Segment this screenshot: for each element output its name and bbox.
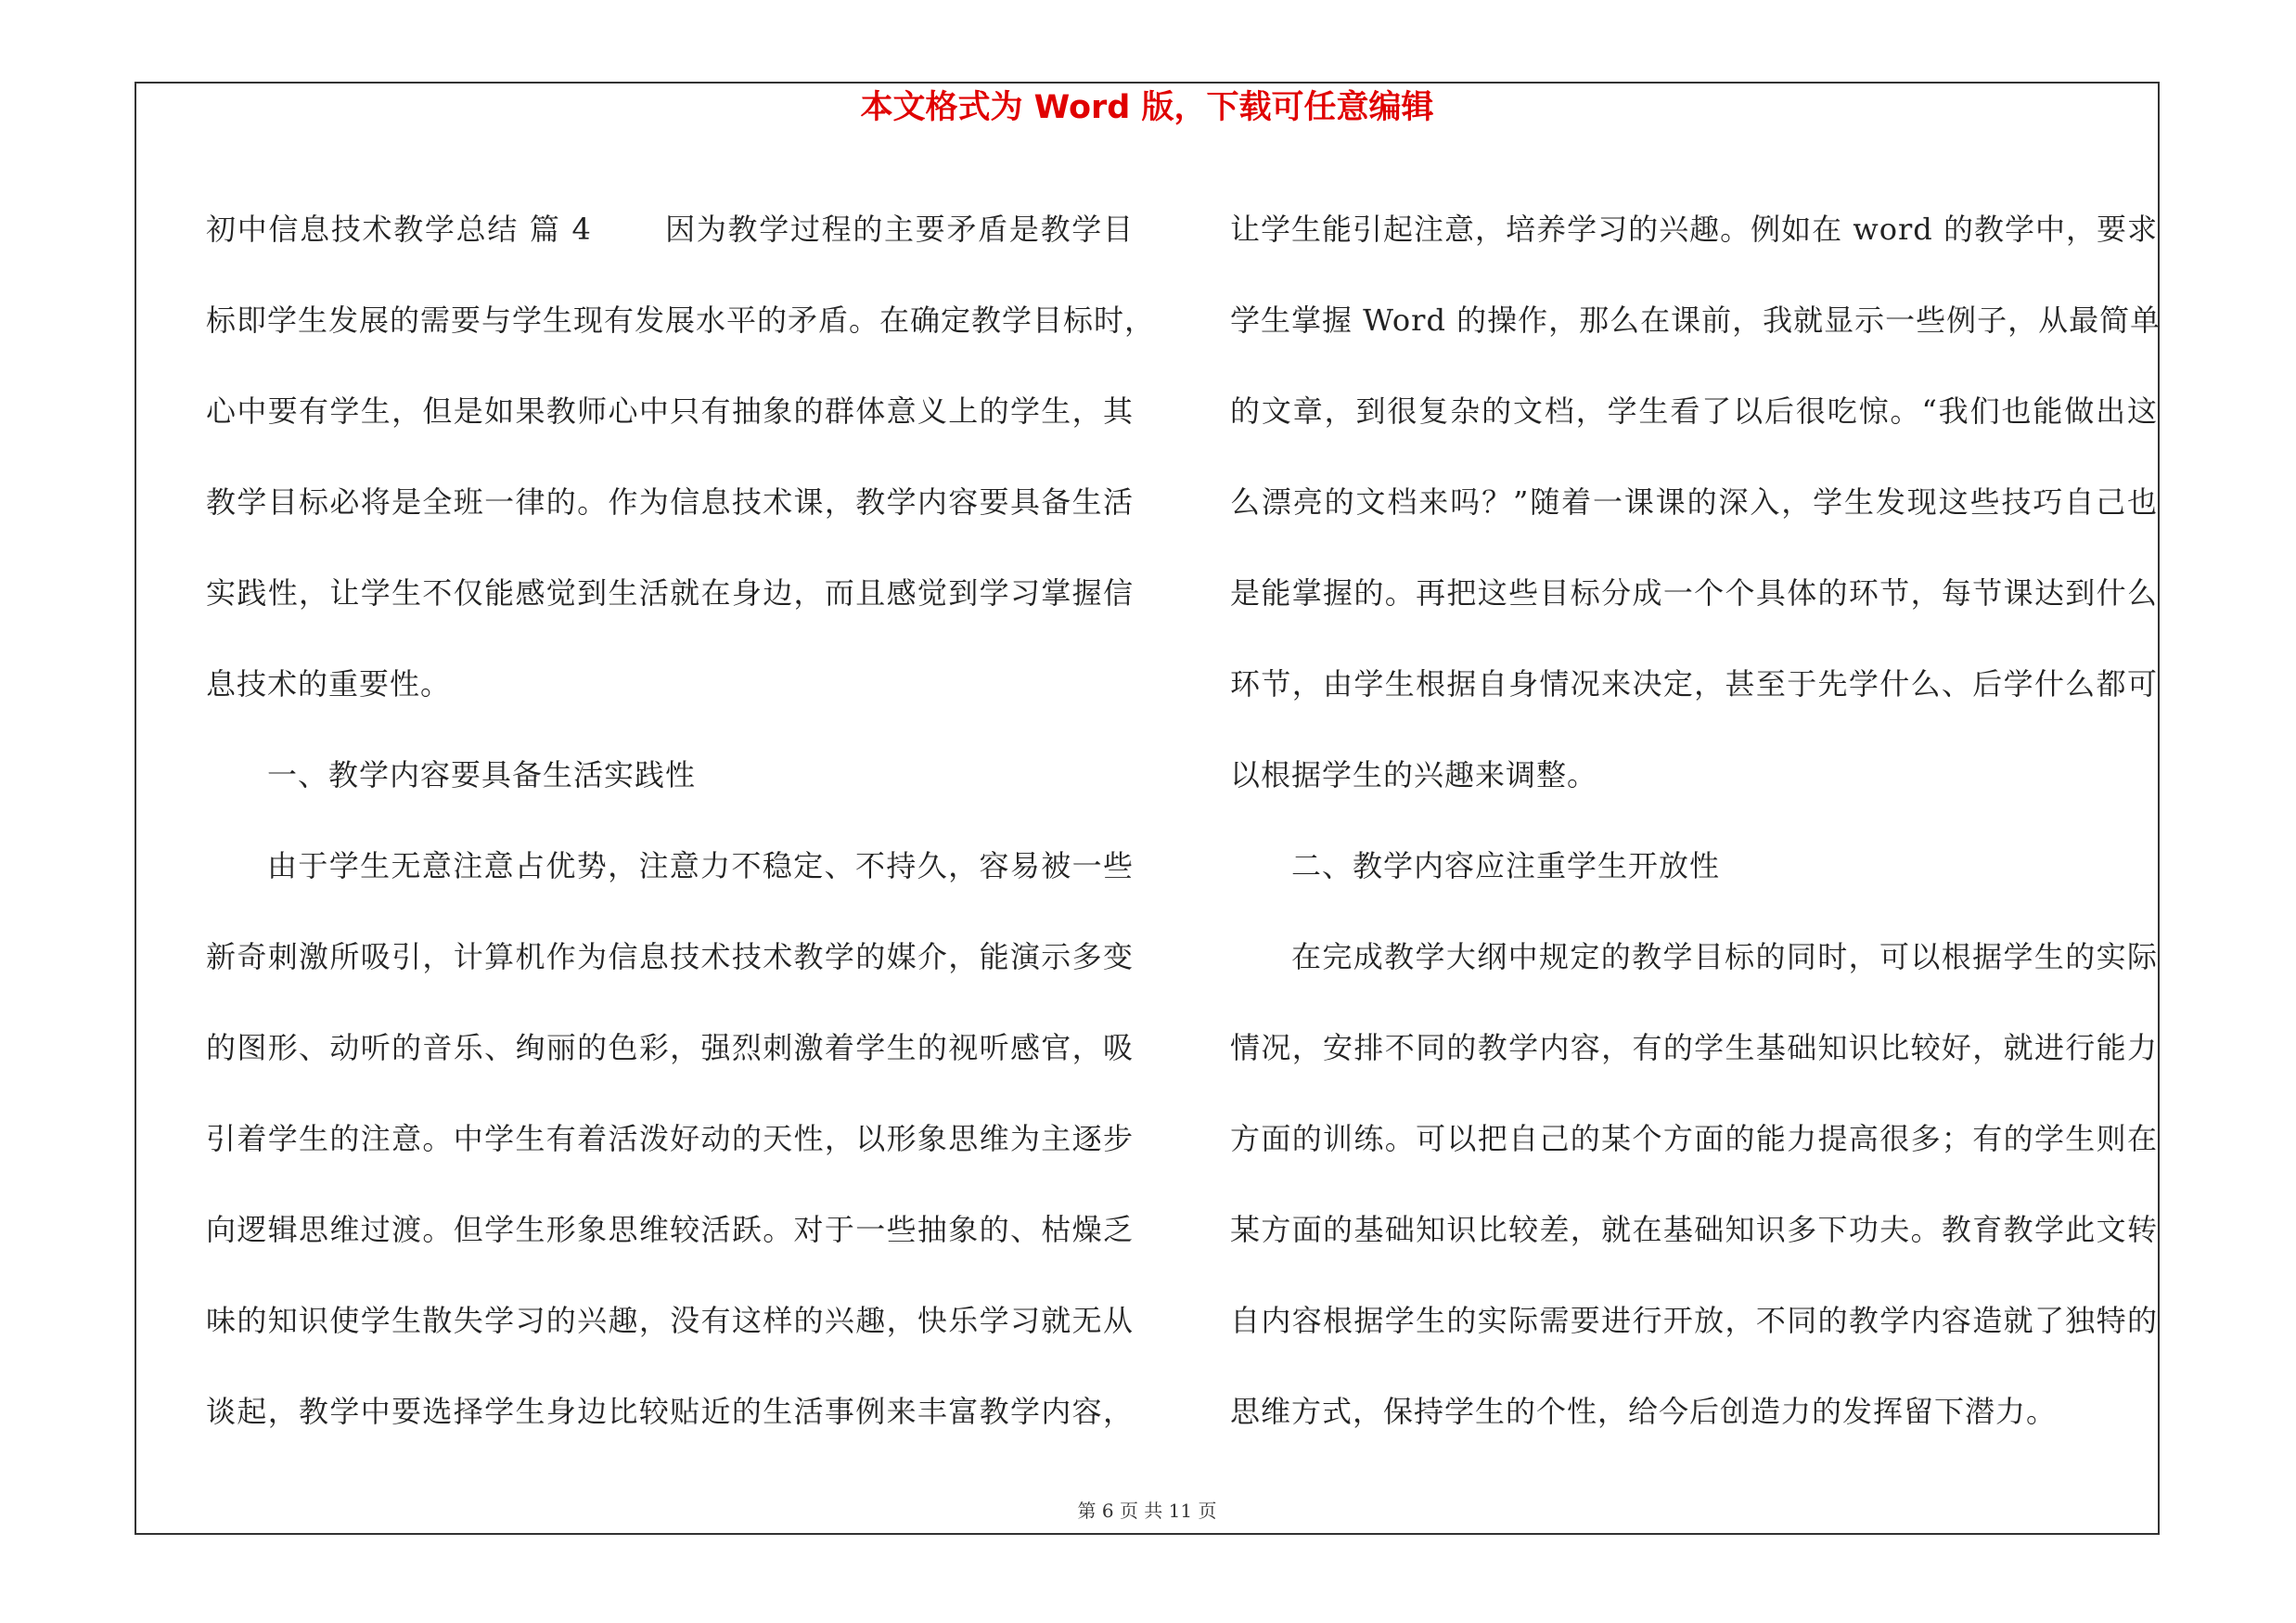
text-line: 情况，安排不同的教学内容，有的学生基础知识比较好，就进行能力 [1230,1030,2158,1065]
text-line: 向逻辑思维过渡。但学生形象思维较活跃。对于一些抽象的、枯燥乏 [206,1212,1134,1247]
text-line: 某方面的基础知识比较差，就在基础知识多下功夫。教育教学此文转 [1230,1212,2158,1247]
text-line: 方面的训练。可以把自己的某个方面的能力提高很多；有的学生则在 [1230,1121,2158,1156]
text-line: 引着学生的注意。中学生有着活泼好动的天性，以形象思维为主逐步 [206,1121,1134,1156]
text-line: 思维方式，保持学生的个性，给今后创造力的发挥留下潜力。 [1230,1394,2058,1429]
text-line: 是能掌握的。再把这些目标分成一个个具体的环节，每节课达到什么 [1230,575,2158,611]
text-line: 的图形、动听的音乐、绚丽的色彩，强烈刺激着学生的视听感官，吸 [206,1030,1134,1065]
text-line: 息技术的重要性。 [206,666,452,702]
text-line: 谈起，教学中要选择学生身边比较贴近的生活事例来丰富教学内容， [206,1394,1134,1429]
text-line: 环节，由学生根据自身情况来决定，甚至于先学什么、后学什么都可 [1230,666,2158,702]
format-banner: 本文格式为 Word 版，下载可任意编辑 [860,89,1434,126]
text-line: 味的知识使学生散失学习的兴趣，没有这样的兴趣，快乐学习就无从 [206,1303,1134,1338]
text-line: 在完成教学大纲中规定的教学目标的同时，可以根据学生的实际 [1291,939,2158,974]
left-text-column [206,184,1156,1457]
text-line: 教学目标必将是全班一律的。作为信息技术课，教学内容要具备生活 [206,484,1134,520]
text-line: 让学生能引起注意，培养学习的兴趣。例如在 word 的教学中，要求 [1230,212,2158,247]
text-line: 二、教学内容应注重学生开放性 [1291,848,1721,883]
page-number-footer: 第 6 页 共 11 页 [1077,1500,1217,1522]
text-line: 由于学生无意注意占优势，注意力不稳定、不持久，容易被一些 [267,848,1134,883]
text-line: 的文章，到很复杂的文档，学生看了以后很吃惊。“我们也能做出这 [1230,393,2158,429]
text-line: 实践性，让学生不仅能感觉到生活就在身边，而且感觉到学习掌握信 [206,575,1134,611]
text-line: 么漂亮的文档来吗？”随着一课课的深入，学生发现这些技巧自己也 [1230,484,2158,520]
right-text-column [1230,184,2161,1457]
text-line: 一、教学内容要具备生活实践性 [267,757,697,792]
text-line: 以根据学生的兴趣来调整。 [1230,757,1598,792]
text-line: 自内容根据学生的实际需要进行开放，不同的教学内容造就了独特的 [1230,1303,2158,1338]
text-line: 标即学生发展的需要与学生现有发展水平的矛盾。在确定教学目标时， [206,303,1156,338]
text-line: 学生掌握 Word 的操作，那么在课前，我就显示一些例子，从最简单 [1230,303,2161,338]
text-line: 心中要有学生，但是如果教师心中只有抽象的群体意义上的学生，其 [206,393,1134,429]
text-line: 初中信息技术教学总结 篇 4 因为教学过程的主要矛盾是教学目 [206,212,1134,247]
text-line: 新奇刺激所吸引，计算机作为信息技术技术教学的媒介，能演示多变 [206,939,1134,974]
